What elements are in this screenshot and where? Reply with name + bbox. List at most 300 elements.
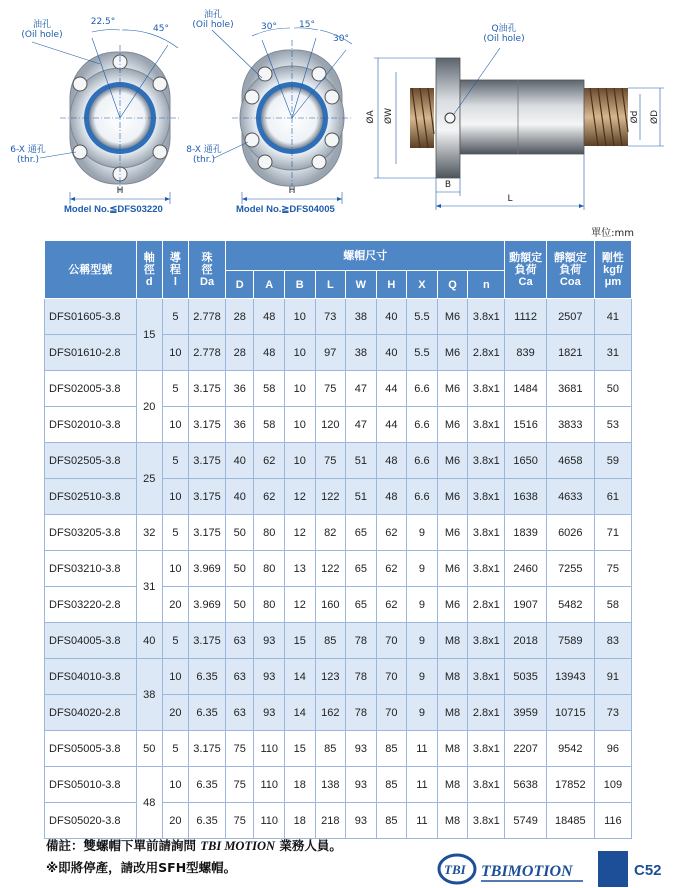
left-thr-zh: 6-X 通孔 [10, 145, 46, 155]
note-line-1 [46, 836, 342, 854]
cell-l: 20 [162, 803, 188, 839]
table-row [45, 695, 632, 731]
cell-ca: 839 [505, 335, 546, 371]
dim-a-label: ØA [366, 110, 376, 124]
cell-n: 3.8x1 [468, 803, 505, 839]
left-angle-b: 45° [153, 24, 169, 34]
right-flange-view [212, 28, 352, 204]
cell-l: 75 [315, 443, 346, 479]
table-row [45, 767, 632, 803]
cell-h: 70 [376, 659, 407, 695]
cell-w: 38 [346, 335, 377, 371]
cell-model: DFS01605-3.8 [45, 299, 137, 335]
cell-l: 10 [162, 479, 188, 515]
cell-da: 6.35 [188, 803, 225, 839]
table-row [45, 335, 632, 371]
header-col-A: A [254, 271, 285, 299]
cell-l: 5 [162, 515, 188, 551]
cell-l: 218 [315, 803, 346, 839]
left-oil-hole-zh: 油孔 [32, 20, 51, 30]
cell-da: 3.969 [188, 587, 225, 623]
logo-short: TBI [444, 862, 466, 877]
cell-n: 3.8x1 [468, 479, 505, 515]
right-thr-label [184, 145, 224, 165]
right-thr-en: (thr.) [193, 155, 215, 165]
cell-w: 65 [346, 551, 377, 587]
cell-ca: 2460 [505, 551, 546, 587]
cell-model: DFS04020-2.8 [45, 695, 137, 731]
cell-q: M8 [437, 659, 468, 695]
cell-ca: 1484 [505, 371, 546, 407]
cell-w: 47 [346, 407, 377, 443]
cell-l: 122 [315, 551, 346, 587]
cell-model: DFS03220-2.8 [45, 587, 137, 623]
cell-ca: 1650 [505, 443, 546, 479]
cell-b: 14 [284, 695, 315, 731]
cell-n: 2.8x1 [468, 695, 505, 731]
cell-a: 93 [254, 623, 285, 659]
logo-svg [437, 851, 587, 887]
cell-w: 78 [346, 623, 377, 659]
cell-coa: 4658 [546, 443, 594, 479]
cell-d: 50 [226, 515, 254, 551]
cell-a: 80 [254, 587, 285, 623]
cell-h: 62 [376, 587, 407, 623]
cell-coa: 18485 [546, 803, 594, 839]
cell-q: M6 [437, 443, 468, 479]
cell-coa: 6026 [546, 515, 594, 551]
cell-a: 110 [254, 731, 285, 767]
cell-ca: 1638 [505, 479, 546, 515]
cell-k: 71 [594, 515, 631, 551]
cell-q: M6 [437, 515, 468, 551]
cell-ca: 5035 [505, 659, 546, 695]
left-thr-en: (thr.) [17, 155, 39, 165]
left-oil-hole-en: (Oil hole) [21, 30, 63, 40]
cell-a: 48 [254, 335, 285, 371]
cell-h: 48 [376, 479, 407, 515]
cell-da: 3.175 [188, 407, 225, 443]
table-header [45, 241, 632, 299]
cell-da: 3.175 [188, 515, 225, 551]
cell-d: 50 [226, 551, 254, 587]
cell-l: 10 [162, 407, 188, 443]
cell-l: 97 [315, 335, 346, 371]
page-number: C52 [634, 862, 662, 879]
table-row [45, 515, 632, 551]
cell-l: 85 [315, 731, 346, 767]
cell-n: 3.8x1 [468, 731, 505, 767]
cell-q: M6 [437, 551, 468, 587]
cell-d: 75 [226, 731, 254, 767]
header-ball: 珠 徑 Da [188, 241, 225, 299]
cell-d: 75 [226, 767, 254, 803]
cell-coa: 7589 [546, 623, 594, 659]
cell-model: DFS03210-3.8 [45, 551, 137, 587]
cell-ca: 2018 [505, 623, 546, 659]
header-col-B: B [284, 271, 315, 299]
header-lead: 導 程 l [162, 241, 188, 299]
header-col-X: X [407, 271, 438, 299]
cell-ca: 5749 [505, 803, 546, 839]
left-angle-a: 22.5° [90, 17, 116, 27]
cell-coa: 13943 [546, 659, 594, 695]
cell-w: 65 [346, 587, 377, 623]
table-row [45, 443, 632, 479]
cell-n: 2.8x1 [468, 335, 505, 371]
cell-coa: 17852 [546, 767, 594, 803]
cell-da: 3.175 [188, 623, 225, 659]
cell-b: 12 [284, 587, 315, 623]
cell-q: M8 [437, 695, 468, 731]
cell-q: M8 [437, 623, 468, 659]
cell-shaft-diameter: 25 [136, 443, 162, 515]
cell-l: 162 [315, 695, 346, 731]
cell-w: 51 [346, 443, 377, 479]
cell-w: 65 [346, 515, 377, 551]
cell-q: M8 [437, 731, 468, 767]
cell-shaft-diameter: 40 [136, 623, 162, 659]
cell-x: 9 [407, 587, 438, 623]
cell-n: 3.8x1 [468, 551, 505, 587]
cell-k: 58 [594, 587, 631, 623]
dim-l-label: L [507, 194, 513, 204]
unit-label: 單位:mm [591, 228, 634, 239]
q-oil-hole-zh: Q油孔 [491, 24, 517, 34]
cell-k: 116 [594, 803, 631, 839]
header-stiffness: 剛性 kgf/ μm [594, 241, 631, 299]
cell-model: DFS05005-3.8 [45, 731, 137, 767]
cell-model: DFS04010-3.8 [45, 659, 137, 695]
cell-a: 93 [254, 695, 285, 731]
cell-h: 85 [376, 731, 407, 767]
cell-coa: 10715 [546, 695, 594, 731]
cell-h: 48 [376, 443, 407, 479]
table-body [45, 299, 632, 839]
cell-l: 160 [315, 587, 346, 623]
cell-da: 3.175 [188, 371, 225, 407]
cell-k: 31 [594, 335, 631, 371]
table-row [45, 803, 632, 839]
cell-a: 80 [254, 551, 285, 587]
cell-q: M6 [437, 299, 468, 335]
cell-da: 3.969 [188, 551, 225, 587]
cell-n: 3.8x1 [468, 371, 505, 407]
cell-da: 2.778 [188, 299, 225, 335]
cell-x: 5.5 [407, 299, 438, 335]
header-model: 公稱型號 [45, 241, 137, 299]
cell-n: 3.8x1 [468, 443, 505, 479]
cell-l: 5 [162, 299, 188, 335]
left-oil-hole-label [16, 20, 68, 40]
cell-shaft-diameter: 20 [136, 371, 162, 443]
cell-da: 6.35 [188, 659, 225, 695]
cell-k: 41 [594, 299, 631, 335]
cell-d: 36 [226, 371, 254, 407]
cell-model: DFS02510-3.8 [45, 479, 137, 515]
cell-h: 85 [376, 767, 407, 803]
cell-model: DFS05010-3.8 [45, 767, 137, 803]
spec-table [44, 240, 632, 839]
cell-x: 6.6 [407, 371, 438, 407]
header-col-n: n [468, 271, 505, 299]
left-dim-h: H [116, 186, 124, 196]
cell-coa: 5482 [546, 587, 594, 623]
cell-da: 3.175 [188, 731, 225, 767]
table-row [45, 587, 632, 623]
cell-coa: 4633 [546, 479, 594, 515]
cell-da: 2.778 [188, 335, 225, 371]
cell-b: 13 [284, 551, 315, 587]
dim-b-label: B [444, 180, 452, 190]
cell-q: M8 [437, 803, 468, 839]
cell-l: 10 [162, 767, 188, 803]
cell-k: 91 [594, 659, 631, 695]
cell-model: DFS02005-3.8 [45, 371, 137, 407]
cell-a: 58 [254, 371, 285, 407]
cell-k: 59 [594, 443, 631, 479]
header-col-D: D [226, 271, 254, 299]
right-angle-c: 30° [333, 34, 349, 44]
logo-name: TBIMOTION [481, 863, 573, 880]
cell-w: 93 [346, 767, 377, 803]
cell-d: 75 [226, 803, 254, 839]
cell-k: 61 [594, 479, 631, 515]
cell-n: 3.8x1 [468, 623, 505, 659]
right-dim-h: H [288, 186, 296, 196]
cell-b: 18 [284, 803, 315, 839]
note-1-prefix: 備註：雙螺帽下單前請詢問 [46, 838, 201, 853]
cell-coa: 2507 [546, 299, 594, 335]
cell-q: M6 [437, 335, 468, 371]
header-col-W: W [346, 271, 377, 299]
cell-n: 2.8x1 [468, 587, 505, 623]
left-model-note: Model No.≦DFS03220 [64, 204, 163, 215]
right-model-note: Model No.≧DFS04005 [236, 204, 335, 215]
cell-coa: 7255 [546, 551, 594, 587]
cell-n: 3.8x1 [468, 407, 505, 443]
cell-ca: 2207 [505, 731, 546, 767]
table-row [45, 407, 632, 443]
cell-q: M6 [437, 479, 468, 515]
cell-q: M6 [437, 587, 468, 623]
cell-l: 75 [315, 371, 346, 407]
technical-drawings [0, 0, 674, 225]
cell-a: 110 [254, 803, 285, 839]
cell-h: 44 [376, 407, 407, 443]
cell-model: DFS02010-3.8 [45, 407, 137, 443]
cell-x: 9 [407, 515, 438, 551]
table-row [45, 659, 632, 695]
cell-coa: 9542 [546, 731, 594, 767]
cell-l: 5 [162, 623, 188, 659]
cell-a: 62 [254, 479, 285, 515]
cell-w: 93 [346, 803, 377, 839]
cell-h: 44 [376, 371, 407, 407]
cell-b: 10 [284, 443, 315, 479]
cell-x: 9 [407, 551, 438, 587]
cell-model: DFS03205-3.8 [45, 515, 137, 551]
cell-shaft-diameter: 48 [136, 767, 162, 839]
right-angle-a: 30° [261, 22, 277, 32]
cell-x: 6.6 [407, 407, 438, 443]
cell-d: 63 [226, 659, 254, 695]
cell-b: 10 [284, 299, 315, 335]
cell-l: 123 [315, 659, 346, 695]
cell-x: 11 [407, 803, 438, 839]
cell-b: 12 [284, 479, 315, 515]
cell-model: DFS02505-3.8 [45, 443, 137, 479]
cell-k: 50 [594, 371, 631, 407]
cell-h: 40 [376, 335, 407, 371]
cell-coa: 3833 [546, 407, 594, 443]
cell-shaft-diameter: 31 [136, 551, 162, 623]
note-line-2: ※即將停產，請改用SFH型螺帽。 [46, 860, 237, 875]
cell-model: DFS01610-2.8 [45, 335, 137, 371]
table-row [45, 371, 632, 407]
cell-h: 70 [376, 623, 407, 659]
note-1-suffix: 業務人員。 [275, 838, 342, 853]
cell-l: 120 [315, 407, 346, 443]
side-view [374, 48, 664, 210]
cell-b: 14 [284, 659, 315, 695]
cell-l: 122 [315, 479, 346, 515]
cell-l: 10 [162, 551, 188, 587]
cell-b: 18 [284, 767, 315, 803]
cell-k: 83 [594, 623, 631, 659]
cell-d: 40 [226, 443, 254, 479]
header-shaft: 軸 徑 d [136, 241, 162, 299]
cell-h: 62 [376, 551, 407, 587]
left-flange-view [32, 30, 180, 204]
cell-ca: 3959 [505, 695, 546, 731]
cell-a: 80 [254, 515, 285, 551]
cell-w: 47 [346, 371, 377, 407]
cell-q: M8 [437, 767, 468, 803]
cell-n: 3.8x1 [468, 767, 505, 803]
cell-w: 78 [346, 695, 377, 731]
header-static-load: 靜額定 負荷 Coa [546, 241, 594, 299]
cell-x: 6.6 [407, 443, 438, 479]
table-row [45, 551, 632, 587]
cell-h: 40 [376, 299, 407, 335]
cell-l: 82 [315, 515, 346, 551]
cell-q: M6 [437, 407, 468, 443]
cell-d: 63 [226, 695, 254, 731]
header-col-H: H [376, 271, 407, 299]
cell-l: 85 [315, 623, 346, 659]
cell-w: 38 [346, 299, 377, 335]
cell-shaft-diameter: 32 [136, 515, 162, 551]
cell-a: 48 [254, 299, 285, 335]
header-dynamic-load: 動額定 負荷 Ca [505, 241, 546, 299]
dim-w-label: ØW [384, 108, 394, 124]
table-row [45, 479, 632, 515]
header-col-Q: Q [437, 271, 468, 299]
cell-x: 9 [407, 695, 438, 731]
cell-k: 96 [594, 731, 631, 767]
cell-h: 70 [376, 695, 407, 731]
cell-x: 11 [407, 767, 438, 803]
cell-x: 6.6 [407, 479, 438, 515]
table-row [45, 299, 632, 335]
cell-d: 40 [226, 479, 254, 515]
cell-b: 10 [284, 335, 315, 371]
cell-n: 3.8x1 [468, 299, 505, 335]
cell-l: 5 [162, 371, 188, 407]
cell-d: 50 [226, 587, 254, 623]
cell-l: 5 [162, 731, 188, 767]
cell-coa: 1821 [546, 335, 594, 371]
tbi-motion-logo [437, 851, 587, 887]
cell-b: 15 [284, 623, 315, 659]
cell-w: 93 [346, 731, 377, 767]
cell-l: 20 [162, 695, 188, 731]
cell-shaft-diameter: 38 [136, 659, 162, 731]
dim-d-label: Ød [630, 110, 640, 124]
cell-a: 110 [254, 767, 285, 803]
cell-d: 28 [226, 299, 254, 335]
cell-l: 73 [315, 299, 346, 335]
cell-x: 9 [407, 659, 438, 695]
cell-x: 9 [407, 623, 438, 659]
cell-da: 3.175 [188, 479, 225, 515]
q-oil-hole-en: (Oil hole) [483, 34, 525, 44]
header-col-L: L [315, 271, 346, 299]
cell-k: 53 [594, 407, 631, 443]
cell-a: 62 [254, 443, 285, 479]
cell-w: 78 [346, 659, 377, 695]
cell-b: 10 [284, 371, 315, 407]
cell-x: 5.5 [407, 335, 438, 371]
cell-k: 109 [594, 767, 631, 803]
cell-da: 6.35 [188, 767, 225, 803]
cell-model: DFS05020-3.8 [45, 803, 137, 839]
cell-w: 51 [346, 479, 377, 515]
cell-l: 138 [315, 767, 346, 803]
cell-b: 10 [284, 407, 315, 443]
cell-ca: 1516 [505, 407, 546, 443]
cell-q: M6 [437, 371, 468, 407]
note-1-brand: TBI MOTION [200, 839, 276, 853]
cell-l: 10 [162, 659, 188, 695]
right-oil-hole-zh: 油孔 [203, 10, 222, 20]
q-oil-hole-label [478, 24, 530, 44]
cell-d: 28 [226, 335, 254, 371]
table-row [45, 623, 632, 659]
cell-n: 3.8x1 [468, 515, 505, 551]
cell-k: 73 [594, 695, 631, 731]
right-angle-b: 15° [299, 20, 315, 30]
cell-a: 58 [254, 407, 285, 443]
cell-da: 6.35 [188, 695, 225, 731]
cell-k: 75 [594, 551, 631, 587]
cell-h: 85 [376, 803, 407, 839]
cell-a: 93 [254, 659, 285, 695]
cell-l: 20 [162, 587, 188, 623]
cell-x: 11 [407, 731, 438, 767]
table-row [45, 731, 632, 767]
header-nut-dims: 螺帽尺寸 [226, 241, 505, 271]
cell-l: 5 [162, 443, 188, 479]
cell-l: 10 [162, 335, 188, 371]
right-thr-zh: 8-X 通孔 [186, 145, 222, 155]
cell-b: 15 [284, 731, 315, 767]
cell-model: DFS04005-3.8 [45, 623, 137, 659]
cell-ca: 1907 [505, 587, 546, 623]
cell-n: 3.8x1 [468, 659, 505, 695]
cell-d: 36 [226, 407, 254, 443]
